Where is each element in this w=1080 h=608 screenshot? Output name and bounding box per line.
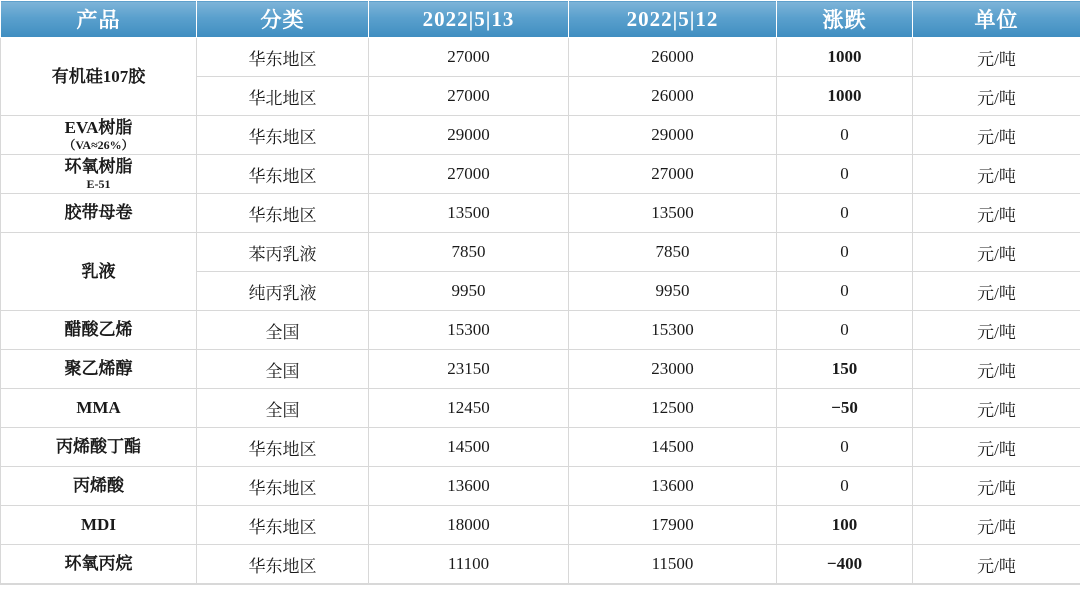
cell-price-today: 7850 <box>369 233 569 272</box>
cell-change: 100 <box>777 506 913 545</box>
cell-change: 0 <box>777 272 913 311</box>
table-header-row <box>1 1 1080 38</box>
cell-price-yesterday: 26000 <box>569 38 777 77</box>
cell-price-today: 18000 <box>369 506 569 545</box>
table-row <box>1 389 1080 428</box>
cell-change: −400 <box>777 545 913 584</box>
product-name: MMA <box>76 398 121 418</box>
cell-unit: 元/吨 <box>913 467 1080 506</box>
cell-change: 1000 <box>777 77 913 116</box>
cell-category: 全国 <box>197 350 369 389</box>
cell-unit: 元/吨 <box>913 428 1080 467</box>
cell-price-yesterday: 11500 <box>569 545 777 584</box>
cell-unit: 元/吨 <box>913 545 1080 584</box>
cell-category: 全国 <box>197 389 369 428</box>
cell-price-today: 15300 <box>369 311 569 350</box>
cell-unit: 元/吨 <box>913 194 1080 233</box>
table-row <box>1 467 1080 506</box>
cell-change: 0 <box>777 155 913 194</box>
cell-unit: 元/吨 <box>913 77 1080 116</box>
cell-category: 华东地区 <box>197 545 369 584</box>
cell-price-today: 27000 <box>369 77 569 116</box>
cell-product <box>1 233 197 311</box>
table-row <box>1 428 1080 467</box>
cell-product <box>1 428 197 467</box>
product-name: 胶带母卷 <box>64 203 133 223</box>
cell-price-yesterday: 7850 <box>569 233 777 272</box>
cell-unit: 元/吨 <box>913 233 1080 272</box>
cell-change: 0 <box>777 194 913 233</box>
cell-price-yesterday: 26000 <box>569 77 777 116</box>
cell-category: 纯丙乳液 <box>197 272 369 311</box>
cell-unit: 元/吨 <box>913 350 1080 389</box>
cell-price-yesterday: 17900 <box>569 506 777 545</box>
cell-price-today: 12450 <box>369 389 569 428</box>
cell-unit: 元/吨 <box>913 272 1080 311</box>
cell-price-today: 9950 <box>369 272 569 311</box>
cell-price-today: 27000 <box>369 155 569 194</box>
cell-product <box>1 389 197 428</box>
column-header-unit: 单位 <box>913 1 1080 38</box>
product-name: 醋酸乙烯 <box>64 320 133 340</box>
cell-unit: 元/吨 <box>913 116 1080 155</box>
cell-price-today: 11100 <box>369 545 569 584</box>
cell-change: 0 <box>777 233 913 272</box>
cell-product <box>1 38 197 116</box>
cell-price-today: 23150 <box>369 350 569 389</box>
cell-category: 华东地区 <box>197 506 369 545</box>
cell-price-today: 13500 <box>369 194 569 233</box>
table-row <box>1 38 1080 77</box>
product-name: 丙烯酸 <box>73 476 124 496</box>
cell-price-yesterday: 27000 <box>569 155 777 194</box>
table-row <box>1 545 1080 584</box>
cell-unit: 元/吨 <box>913 506 1080 545</box>
table-row <box>1 506 1080 545</box>
cell-product <box>1 545 197 584</box>
cell-price-today: 29000 <box>369 116 569 155</box>
cell-price-yesterday: 14500 <box>569 428 777 467</box>
cell-price-yesterday: 9950 <box>569 272 777 311</box>
cell-price-today: 13600 <box>369 467 569 506</box>
table-body <box>1 38 1080 584</box>
column-header-yesterday: 2022|5|12 <box>569 1 777 38</box>
column-header-product: 产品 <box>1 1 197 38</box>
cell-price-yesterday: 23000 <box>569 350 777 389</box>
cell-price-yesterday: 13500 <box>569 194 777 233</box>
table-row <box>1 116 1080 155</box>
cell-change: 0 <box>777 467 913 506</box>
product-subtitle: （VA≈26%） <box>63 138 134 153</box>
product-name: MDI <box>81 515 116 535</box>
cell-category: 华东地区 <box>197 194 369 233</box>
cell-price-yesterday: 12500 <box>569 389 777 428</box>
cell-price-today: 27000 <box>369 38 569 77</box>
cell-unit: 元/吨 <box>913 155 1080 194</box>
product-name: 环氧树脂 <box>64 156 133 176</box>
table-row <box>1 311 1080 350</box>
table-row <box>1 194 1080 233</box>
cell-price-yesterday: 13600 <box>569 467 777 506</box>
cell-category: 华东地区 <box>197 467 369 506</box>
cell-product <box>1 155 197 194</box>
table-header <box>1 1 1080 38</box>
cell-change: 0 <box>777 428 913 467</box>
cell-change: 0 <box>777 116 913 155</box>
column-header-today: 2022|5|13 <box>369 1 569 38</box>
product-name: 聚乙烯醇 <box>64 359 133 379</box>
column-header-change: 涨跌 <box>777 1 913 38</box>
cell-product <box>1 350 197 389</box>
table-row <box>1 350 1080 389</box>
cell-category: 全国 <box>197 311 369 350</box>
cell-unit: 元/吨 <box>913 38 1080 77</box>
table-row <box>1 155 1080 194</box>
cell-price-yesterday: 29000 <box>569 116 777 155</box>
product-name: 环氧丙烷 <box>64 554 133 574</box>
table-row <box>1 233 1080 272</box>
cell-unit: 元/吨 <box>913 311 1080 350</box>
cell-category: 华东地区 <box>197 38 369 77</box>
cell-change: −50 <box>777 389 913 428</box>
cell-category: 华东地区 <box>197 116 369 155</box>
column-header-category: 分类 <box>197 1 369 38</box>
cell-unit: 元/吨 <box>913 389 1080 428</box>
cell-category: 华东地区 <box>197 155 369 194</box>
cell-change: 1000 <box>777 38 913 77</box>
cell-change: 150 <box>777 350 913 389</box>
cell-change: 0 <box>777 311 913 350</box>
cell-product <box>1 506 197 545</box>
product-subtitle: E-51 <box>86 177 111 192</box>
product-name: 乳液 <box>81 261 116 281</box>
cell-category: 苯丙乳液 <box>197 233 369 272</box>
cell-category: 华北地区 <box>197 77 369 116</box>
cell-price-yesterday: 15300 <box>569 311 777 350</box>
cell-price-today: 14500 <box>369 428 569 467</box>
cell-product <box>1 467 197 506</box>
product-name: 丙烯酸丁酯 <box>56 437 141 457</box>
cell-product <box>1 194 197 233</box>
cell-product <box>1 311 197 350</box>
product-name: 有机硅107胶 <box>51 66 146 86</box>
product-name: EVA树脂 <box>64 117 133 137</box>
cell-product <box>1 116 197 155</box>
cell-category: 华东地区 <box>197 428 369 467</box>
